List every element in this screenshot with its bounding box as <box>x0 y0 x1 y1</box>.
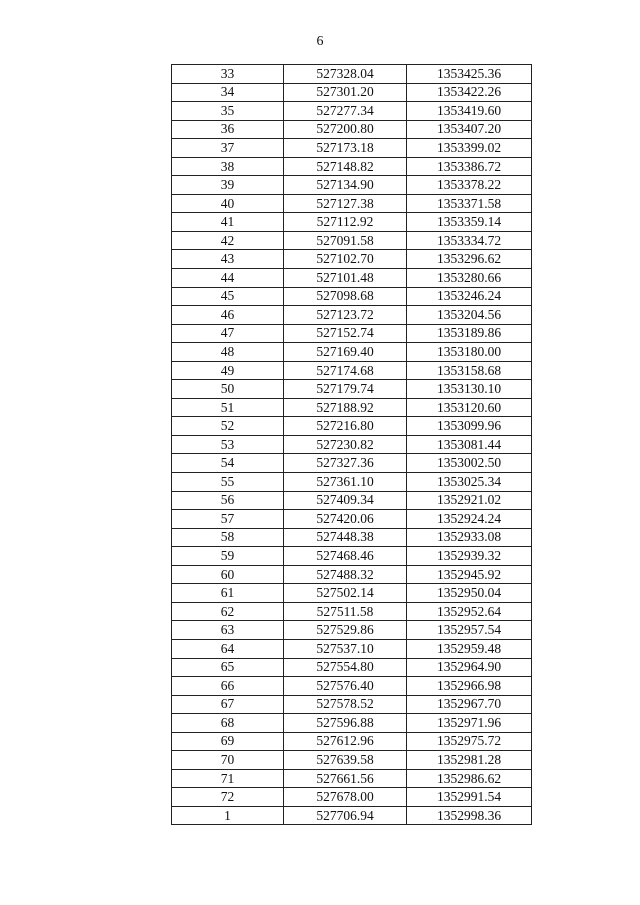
x-coordinate-cell: 527409.34 <box>284 491 407 510</box>
point-number-cell: 57 <box>172 510 284 529</box>
y-coordinate-cell: 1352981.28 <box>407 751 532 770</box>
x-coordinate-cell: 527661.56 <box>284 769 407 788</box>
table-row <box>172 157 532 176</box>
point-number-cell: 33 <box>172 65 284 84</box>
x-coordinate-cell: 527706.94 <box>284 806 407 825</box>
point-number-cell: 52 <box>172 417 284 436</box>
x-coordinate-cell: 527678.00 <box>284 788 407 807</box>
x-coordinate-cell: 527148.82 <box>284 157 407 176</box>
point-number-cell: 70 <box>172 751 284 770</box>
page-number: 6 <box>316 34 324 49</box>
x-coordinate-cell: 527216.80 <box>284 417 407 436</box>
table-row <box>172 602 532 621</box>
y-coordinate-cell: 1353399.02 <box>407 139 532 158</box>
x-coordinate-cell: 527091.58 <box>284 231 407 250</box>
y-coordinate-cell: 1353422.26 <box>407 83 532 102</box>
y-coordinate-cell: 1353425.36 <box>407 65 532 84</box>
table-row <box>172 510 532 529</box>
x-coordinate-cell: 527230.82 <box>284 435 407 454</box>
table-row <box>172 380 532 399</box>
x-coordinate-cell: 527112.92 <box>284 213 407 232</box>
table-row <box>172 324 532 343</box>
y-coordinate-cell: 1352945.92 <box>407 565 532 584</box>
x-coordinate-cell: 527537.10 <box>284 639 407 658</box>
y-coordinate-cell: 1352971.96 <box>407 714 532 733</box>
table-row <box>172 732 532 751</box>
point-number-cell: 38 <box>172 157 284 176</box>
coordinates-table-body <box>172 65 532 825</box>
point-number-cell: 53 <box>172 435 284 454</box>
y-coordinate-cell: 1353081.44 <box>407 435 532 454</box>
x-coordinate-cell: 527529.86 <box>284 621 407 640</box>
x-coordinate-cell: 527173.18 <box>284 139 407 158</box>
y-coordinate-cell: 1353120.60 <box>407 398 532 417</box>
point-number-cell: 72 <box>172 788 284 807</box>
x-coordinate-cell: 527468.46 <box>284 547 407 566</box>
point-number-cell: 58 <box>172 528 284 547</box>
table-row <box>172 250 532 269</box>
point-number-cell: 1 <box>172 806 284 825</box>
point-number-cell: 40 <box>172 194 284 213</box>
table-row <box>172 751 532 770</box>
x-coordinate-cell: 527328.04 <box>284 65 407 84</box>
x-coordinate-cell: 527301.20 <box>284 83 407 102</box>
x-coordinate-cell: 527200.80 <box>284 120 407 139</box>
x-coordinate-cell: 527174.68 <box>284 361 407 380</box>
table-row <box>172 454 532 473</box>
x-coordinate-cell: 527612.96 <box>284 732 407 751</box>
y-coordinate-cell: 1353407.20 <box>407 120 532 139</box>
x-coordinate-cell: 527639.58 <box>284 751 407 770</box>
table-row <box>172 343 532 362</box>
point-number-cell: 60 <box>172 565 284 584</box>
y-coordinate-cell: 1353002.50 <box>407 454 532 473</box>
point-number-cell: 45 <box>172 287 284 306</box>
point-number-cell: 34 <box>172 83 284 102</box>
table-row <box>172 491 532 510</box>
table-row <box>172 677 532 696</box>
y-coordinate-cell: 1353099.96 <box>407 417 532 436</box>
table-row <box>172 65 532 84</box>
y-coordinate-cell: 1352998.36 <box>407 806 532 825</box>
point-number-cell: 35 <box>172 102 284 121</box>
y-coordinate-cell: 1352967.70 <box>407 695 532 714</box>
y-coordinate-cell: 1352952.64 <box>407 602 532 621</box>
coordinates-table <box>171 64 532 825</box>
y-coordinate-cell: 1352957.54 <box>407 621 532 640</box>
point-number-cell: 39 <box>172 176 284 195</box>
table-row <box>172 584 532 603</box>
point-number-cell: 44 <box>172 269 284 288</box>
table-row <box>172 398 532 417</box>
point-number-cell: 61 <box>172 584 284 603</box>
table-row <box>172 194 532 213</box>
y-coordinate-cell: 1353180.00 <box>407 343 532 362</box>
table-row <box>172 806 532 825</box>
table-row <box>172 102 532 121</box>
point-number-cell: 66 <box>172 677 284 696</box>
point-number-cell: 49 <box>172 361 284 380</box>
x-coordinate-cell: 527098.68 <box>284 287 407 306</box>
point-number-cell: 51 <box>172 398 284 417</box>
x-coordinate-cell: 527576.40 <box>284 677 407 696</box>
y-coordinate-cell: 1352950.04 <box>407 584 532 603</box>
y-coordinate-cell: 1353204.56 <box>407 306 532 325</box>
y-coordinate-cell: 1353158.68 <box>407 361 532 380</box>
y-coordinate-cell: 1352986.62 <box>407 769 532 788</box>
point-number-cell: 43 <box>172 250 284 269</box>
point-number-cell: 54 <box>172 454 284 473</box>
y-coordinate-cell: 1352966.98 <box>407 677 532 696</box>
x-coordinate-cell: 527596.88 <box>284 714 407 733</box>
x-coordinate-cell: 527102.70 <box>284 250 407 269</box>
point-number-cell: 48 <box>172 343 284 362</box>
x-coordinate-cell: 527554.80 <box>284 658 407 677</box>
y-coordinate-cell: 1352964.90 <box>407 658 532 677</box>
table-row <box>172 769 532 788</box>
y-coordinate-cell: 1353296.62 <box>407 250 532 269</box>
x-coordinate-cell: 527578.52 <box>284 695 407 714</box>
y-coordinate-cell: 1352959.48 <box>407 639 532 658</box>
point-number-cell: 62 <box>172 602 284 621</box>
table-row <box>172 788 532 807</box>
y-coordinate-cell: 1353359.14 <box>407 213 532 232</box>
table-row <box>172 528 532 547</box>
table-row <box>172 417 532 436</box>
point-number-cell: 56 <box>172 491 284 510</box>
table-row <box>172 361 532 380</box>
x-coordinate-cell: 527169.40 <box>284 343 407 362</box>
y-coordinate-cell: 1352991.54 <box>407 788 532 807</box>
x-coordinate-cell: 527123.72 <box>284 306 407 325</box>
point-number-cell: 69 <box>172 732 284 751</box>
table-row <box>172 714 532 733</box>
x-coordinate-cell: 527420.06 <box>284 510 407 529</box>
y-coordinate-cell: 1353280.66 <box>407 269 532 288</box>
y-coordinate-cell: 1353189.86 <box>407 324 532 343</box>
table-row <box>172 231 532 250</box>
table-row <box>172 473 532 492</box>
point-number-cell: 42 <box>172 231 284 250</box>
y-coordinate-cell: 1353246.24 <box>407 287 532 306</box>
table-row <box>172 213 532 232</box>
point-number-cell: 71 <box>172 769 284 788</box>
y-coordinate-cell: 1353334.72 <box>407 231 532 250</box>
x-coordinate-cell: 527511.58 <box>284 602 407 621</box>
point-number-cell: 59 <box>172 547 284 566</box>
point-number-cell: 63 <box>172 621 284 640</box>
table-row <box>172 120 532 139</box>
y-coordinate-cell: 1352975.72 <box>407 732 532 751</box>
point-number-cell: 64 <box>172 639 284 658</box>
x-coordinate-cell: 527277.34 <box>284 102 407 121</box>
x-coordinate-cell: 527327.36 <box>284 454 407 473</box>
table-row <box>172 139 532 158</box>
table-row <box>172 565 532 584</box>
table-row <box>172 287 532 306</box>
x-coordinate-cell: 527179.74 <box>284 380 407 399</box>
point-number-cell: 55 <box>172 473 284 492</box>
x-coordinate-cell: 527127.38 <box>284 194 407 213</box>
table-row <box>172 621 532 640</box>
y-coordinate-cell: 1352921.02 <box>407 491 532 510</box>
table-row <box>172 639 532 658</box>
point-number-cell: 50 <box>172 380 284 399</box>
table-row <box>172 547 532 566</box>
table-row <box>172 83 532 102</box>
x-coordinate-cell: 527502.14 <box>284 584 407 603</box>
point-number-cell: 67 <box>172 695 284 714</box>
x-coordinate-cell: 527134.90 <box>284 176 407 195</box>
point-number-cell: 37 <box>172 139 284 158</box>
y-coordinate-cell: 1352939.32 <box>407 547 532 566</box>
x-coordinate-cell: 527448.38 <box>284 528 407 547</box>
x-coordinate-cell: 527488.32 <box>284 565 407 584</box>
point-number-cell: 68 <box>172 714 284 733</box>
table-row <box>172 658 532 677</box>
x-coordinate-cell: 527188.92 <box>284 398 407 417</box>
y-coordinate-cell: 1353025.34 <box>407 473 532 492</box>
y-coordinate-cell: 1353378.22 <box>407 176 532 195</box>
table-row <box>172 176 532 195</box>
point-number-cell: 65 <box>172 658 284 677</box>
y-coordinate-cell: 1353419.60 <box>407 102 532 121</box>
table-row <box>172 695 532 714</box>
y-coordinate-cell: 1353386.72 <box>407 157 532 176</box>
table-row <box>172 306 532 325</box>
point-number-cell: 41 <box>172 213 284 232</box>
x-coordinate-cell: 527361.10 <box>284 473 407 492</box>
y-coordinate-cell: 1352924.24 <box>407 510 532 529</box>
table-row <box>172 269 532 288</box>
y-coordinate-cell: 1353371.58 <box>407 194 532 213</box>
x-coordinate-cell: 527152.74 <box>284 324 407 343</box>
point-number-cell: 46 <box>172 306 284 325</box>
y-coordinate-cell: 1353130.10 <box>407 380 532 399</box>
y-coordinate-cell: 1352933.08 <box>407 528 532 547</box>
table-row <box>172 435 532 454</box>
point-number-cell: 36 <box>172 120 284 139</box>
x-coordinate-cell: 527101.48 <box>284 269 407 288</box>
point-number-cell: 47 <box>172 324 284 343</box>
